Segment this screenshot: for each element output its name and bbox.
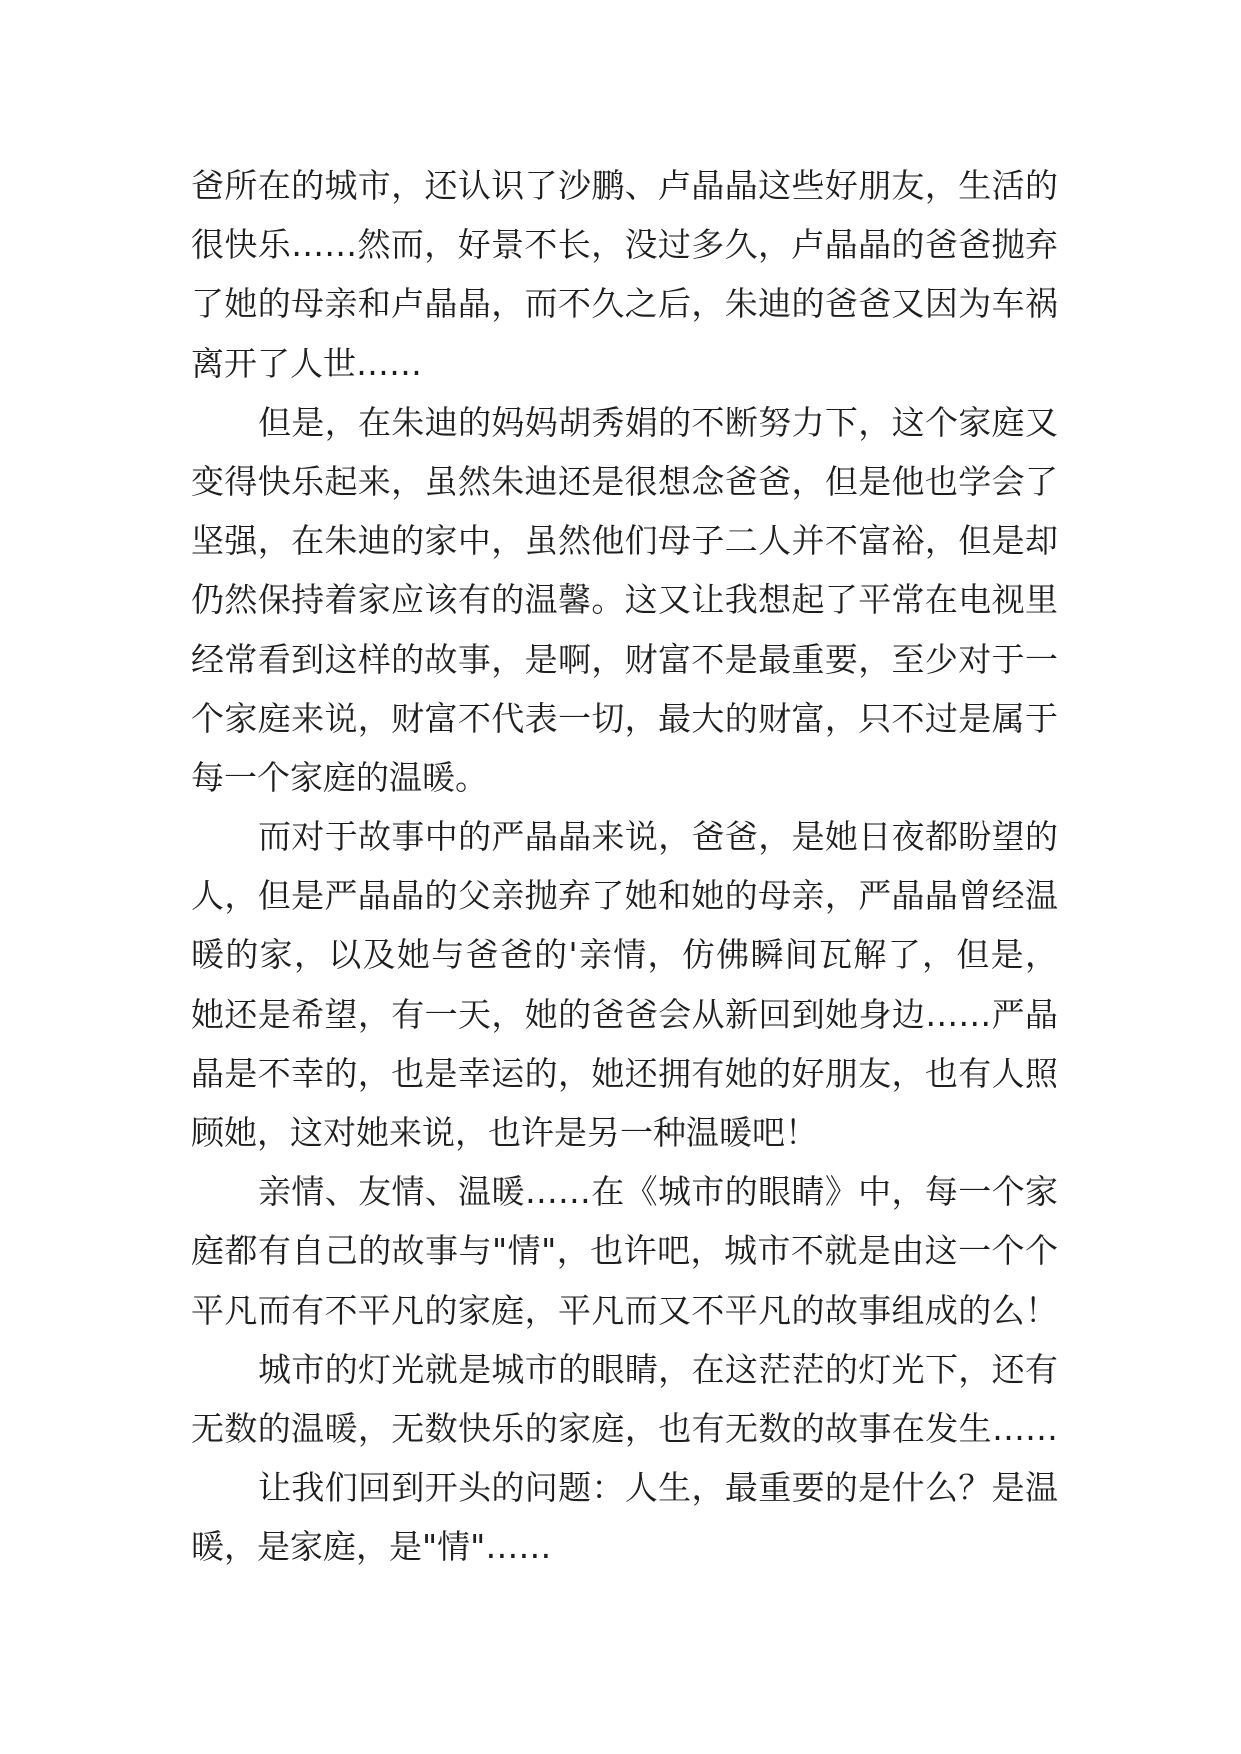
- text-line: 变得快乐起来，虽然朱迪还是很想念爸爸，但是他也学会了: [191, 461, 1058, 501]
- text-line: 很快乐……然而，好景不长，没过多久，卢晶晶的爸爸抛弃: [191, 225, 1058, 265]
- text-line: 庭都有自己的故事与"情"，也许吧，城市不就是由这一个个: [191, 1231, 1058, 1271]
- text-line: 人，但是严晶晶的父亲抛弃了她和她的母亲，严晶晶曾经温: [191, 876, 1058, 916]
- text-line: 晶是不幸的，也是幸运的，她还拥有她的好朋友，也有人照: [191, 1053, 1058, 1093]
- text-line: 暖，是家庭，是"情"……: [191, 1527, 552, 1567]
- text-line: 平凡而有不平凡的家庭，平凡而又不平凡的故事组成的么！: [191, 1290, 1058, 1330]
- text-line: 亲情、友情、温暖……在《城市的眼睛》中，每一个家: [258, 1172, 1058, 1212]
- paragraph: [191, 1340, 1058, 1458]
- text-line: 每一个家庭的温暖。: [191, 757, 488, 797]
- paragraph: [191, 807, 1058, 1162]
- text-line: 经常看到这样的故事，是啊，财富不是最重要，至少对于一: [191, 639, 1058, 679]
- text-line: 仍然保持着家应该有的温馨。这又让我想起了平常在电视里: [191, 580, 1058, 620]
- text-line: 让我们回到开头的问题：人生，最重要的是什么？是温: [258, 1468, 1058, 1508]
- text-line: 她还是希望，有一天，她的爸爸会从新回到她身边……严晶: [191, 994, 1058, 1034]
- text-line: 坚强，在朱迪的家中，虽然他们母子二人并不富裕，但是却: [191, 521, 1058, 561]
- text-line: 无数的温暖，无数快乐的家庭，也有无数的故事在发生……: [191, 1408, 1058, 1448]
- document-page: [191, 156, 1058, 1577]
- text-line: 爸所在的城市，还认识了沙鹏、卢晶晶这些好朋友，生活的: [191, 166, 1058, 205]
- paragraph: [191, 156, 1058, 393]
- text-line: 离开了人世……: [191, 343, 422, 383]
- paragraph: [191, 1162, 1058, 1340]
- text-line: 而对于故事中的严晶晶来说，爸爸，是她日夜都盼望的: [258, 817, 1058, 857]
- paragraph: [191, 1458, 1058, 1576]
- paragraph: [191, 393, 1058, 807]
- text-line: 但是，在朱迪的妈妈胡秀娟的不断努力下，这个家庭又: [258, 402, 1058, 442]
- text-line: 了她的母亲和卢晶晶，而不久之后，朱迪的爸爸又因为车祸: [191, 284, 1058, 324]
- text-line: 暖的家，以及她与爸爸的'亲情，仿佛瞬间瓦解了，但是，: [191, 935, 1058, 975]
- text-line: 顾她，这对她来说，也许是另一种温暖吧！: [191, 1113, 818, 1152]
- text-line: 个家庭来说，财富不代表一切，最大的财富，只不过是属于: [191, 698, 1058, 738]
- text-line: 城市的灯光就是城市的眼睛，在这茫茫的灯光下，还有: [258, 1349, 1058, 1389]
